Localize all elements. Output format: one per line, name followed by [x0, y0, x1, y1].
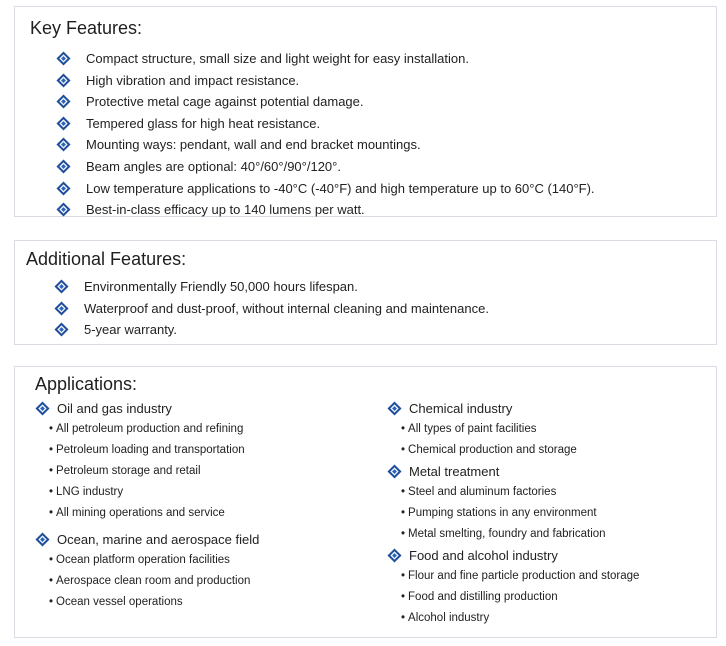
- key-features-title: Key Features:: [30, 18, 143, 38]
- diamond-bullet-icon: [54, 301, 69, 316]
- diamond-bullet-icon: [54, 279, 69, 294]
- category-list: [35, 419, 259, 524]
- applications-right-column: [387, 398, 639, 629]
- category-list: [35, 550, 259, 613]
- diamond-bullet-icon: [35, 532, 50, 547]
- category-heading: Chemical industry: [387, 398, 639, 419]
- list-item: • Food and distilling production: [387, 587, 639, 608]
- diamond-bullet-icon: [387, 548, 402, 563]
- list-item: Low temperature applications to -40°C (-40°F) and high temperature up to 60°C (140°F).: [56, 178, 595, 200]
- list-item: High vibration and impact resistance.: [56, 70, 595, 92]
- list-item: Mounting ways: pendant, wall and end bracket mountings.: [56, 134, 595, 156]
- list-item: • Alcohol industry: [387, 608, 639, 629]
- category-list: [387, 566, 639, 629]
- diamond-bullet-icon: [56, 202, 71, 217]
- list-item: 5-year warranty.: [54, 319, 489, 341]
- applications-panel: [14, 366, 717, 638]
- list-item: • Flour and fine particle production and storage: [387, 566, 639, 587]
- category-heading: Metal treatment: [387, 461, 639, 482]
- additional-features-panel: [14, 240, 717, 345]
- diamond-bullet-icon: [35, 401, 50, 416]
- list-item: • Ocean vessel operations: [35, 592, 259, 613]
- applications-left-column: [35, 398, 259, 613]
- list-item: • All mining operations and service: [35, 503, 259, 524]
- diamond-bullet-icon: [387, 401, 402, 416]
- list-item: • All types of paint facilities: [387, 419, 639, 440]
- diamond-bullet-icon: [56, 94, 71, 109]
- category-list: [387, 482, 639, 545]
- list-item: • Steel and aluminum factories: [387, 482, 639, 503]
- additional-features-title: Additional Features:: [26, 249, 187, 269]
- list-item: • LNG industry: [35, 482, 259, 503]
- additional-features-list: [54, 276, 489, 341]
- list-item: • Aerospace clean room and production: [35, 571, 259, 592]
- list-item: • Pumping stations in any environment: [387, 503, 639, 524]
- key-features-panel: [14, 6, 717, 217]
- applications-title: Applications:: [35, 374, 138, 394]
- diamond-bullet-icon: [56, 51, 71, 66]
- diamond-bullet-icon: [56, 159, 71, 174]
- list-item: Waterproof and dust-proof, without internal cleaning and maintenance.: [54, 298, 489, 320]
- diamond-bullet-icon: [387, 464, 402, 479]
- list-item: Compact structure, small size and light weight for easy installation.: [56, 48, 595, 70]
- list-item: Protective metal cage against potential damage.: [56, 91, 595, 113]
- list-item: • Ocean platform operation facilities: [35, 550, 259, 571]
- category-list: [387, 419, 639, 461]
- list-item: Beam angles are optional: 40°/60°/90°/120°.: [56, 156, 595, 178]
- list-item: • Metal smelting, foundry and fabrication: [387, 524, 639, 545]
- list-item: • All petroleum production and refining: [35, 419, 259, 440]
- diamond-bullet-icon: [56, 73, 71, 88]
- list-item: Tempered glass for high heat resistance.: [56, 113, 595, 135]
- category-heading: Oil and gas industry: [35, 398, 259, 419]
- diamond-bullet-icon: [56, 116, 71, 131]
- diamond-bullet-icon: [56, 137, 71, 152]
- category-heading: Food and alcohol industry: [387, 545, 639, 566]
- key-features-list: [56, 48, 595, 221]
- category-heading: Ocean, marine and aerospace field: [35, 529, 259, 550]
- list-item: • Petroleum loading and transportation: [35, 440, 259, 461]
- diamond-bullet-icon: [54, 322, 69, 337]
- list-item: Environmentally Friendly 50,000 hours lifespan.: [54, 276, 489, 298]
- list-item: Best-in-class efficacy up to 140 lumens per watt.: [56, 199, 595, 221]
- list-item: • Petroleum storage and retail: [35, 461, 259, 482]
- diamond-bullet-icon: [56, 181, 71, 196]
- list-item: • Chemical production and storage: [387, 440, 639, 461]
